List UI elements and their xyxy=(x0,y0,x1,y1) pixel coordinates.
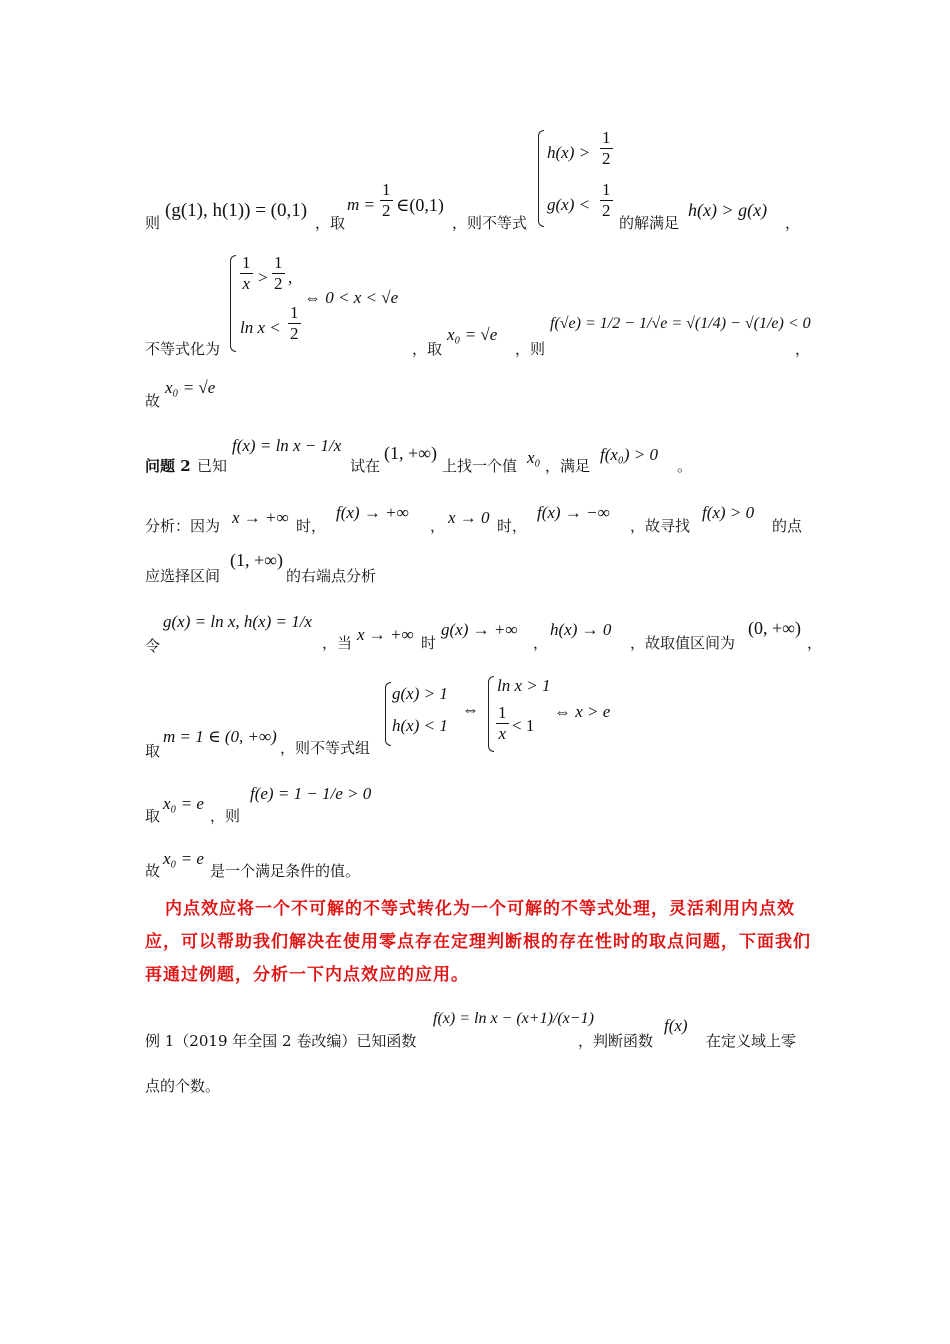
text: 时 xyxy=(421,634,437,652)
math-expression: (1, +∞) xyxy=(230,550,283,570)
brace xyxy=(230,255,236,352)
text: ，故取值区间为 xyxy=(630,634,736,652)
text: ， xyxy=(795,340,811,358)
math-expression: ln x < xyxy=(240,318,281,337)
math-expression: ⇔ xyxy=(462,700,479,719)
math-expression: f(√e) = 1/2 − 1/√e = √(1/4) − √(1/e) < 0 xyxy=(550,315,811,332)
text: ，则 xyxy=(210,807,241,825)
text: 点的个数。 xyxy=(145,1077,221,1095)
text: ，则不等式组 xyxy=(280,739,371,757)
text: 应选择区间 xyxy=(145,567,221,585)
text: 时， xyxy=(296,517,327,535)
text: 的右端点分析 xyxy=(286,567,377,585)
math-expression: m = 1 ∈ (0, +∞) xyxy=(163,727,277,746)
math-expression: f(x) > 0 xyxy=(702,503,755,522)
brace xyxy=(538,130,544,227)
math-expression: f(x) → −∞ xyxy=(537,503,610,522)
math-expression: x₀ = √e xyxy=(447,325,498,344)
math-expression: f(x) = ln x − 1/x xyxy=(232,436,342,455)
text: 故 xyxy=(145,392,161,410)
math-expression: h(x) > g(x) xyxy=(688,200,768,220)
fraction: $\frac{1}{2}$ xyxy=(290,303,299,343)
math-expression: x₀ = √e xyxy=(165,378,216,397)
text: 分析：因为 xyxy=(145,517,221,535)
fraction: $\frac{1}{x}$ xyxy=(242,253,251,293)
fraction: $\frac{1}{2}$ xyxy=(382,180,391,220)
text: 。 xyxy=(677,457,693,475)
text: 取 xyxy=(145,742,161,760)
math-expression: ⇔ 0 < x < √e xyxy=(304,288,399,307)
problem-label: 问题 2 xyxy=(145,457,191,475)
text: ， xyxy=(533,634,549,652)
math-expression: x → +∞ xyxy=(232,508,289,527)
math-expression: (g(1), h(1)) = (0,1) xyxy=(165,200,308,221)
brace xyxy=(385,682,391,746)
text: 例 1（2019 年全国 2 卷改编）已知函数 xyxy=(145,1032,417,1050)
math-expression: x → +∞ xyxy=(357,625,414,644)
text: 的解满足 xyxy=(619,214,680,232)
math-expression: (1, +∞) xyxy=(384,443,437,463)
math-expression: x₀ xyxy=(527,448,541,467)
math-expression: g(x) = ln x, h(x) = 1/x xyxy=(163,612,312,631)
text: ，则不等式 xyxy=(452,214,528,232)
math-expression: < 1 xyxy=(512,716,535,735)
text: 试在 xyxy=(350,457,381,475)
text: ，当 xyxy=(322,634,353,652)
text: 故 xyxy=(145,862,161,880)
text: ，取 xyxy=(412,340,443,358)
math-expression: (0, +∞) xyxy=(748,618,801,638)
text: ，取 xyxy=(315,214,346,232)
math-expression: x₀ = e xyxy=(163,794,204,813)
brace xyxy=(488,676,494,752)
text: 取 xyxy=(145,807,161,825)
math-expression: , xyxy=(288,268,293,287)
math-expression: ln x > 1 xyxy=(497,676,551,695)
text: 上找一个值 xyxy=(442,457,518,475)
text: 不等式化为 xyxy=(145,340,221,358)
math-expression: h(x) > xyxy=(547,143,591,162)
text: ，故寻找 xyxy=(630,517,691,535)
text: 的点 xyxy=(772,517,803,535)
math-expression: g(x) > 1 xyxy=(392,684,448,703)
math-expression: x₀ = e xyxy=(163,849,204,868)
text: 是一个满足条件的值。 xyxy=(210,862,361,880)
fraction: $\frac{1}{2}$ xyxy=(274,253,283,293)
math-expression: x → 0 xyxy=(448,508,490,527)
math-expression: ∈(0,1) xyxy=(396,195,444,215)
math-expression: > xyxy=(258,268,268,287)
math-expression: f(x) xyxy=(664,1016,688,1035)
math-expression: f(x) = ln x − (x+1)/(x−1) xyxy=(433,1010,594,1027)
text: ，满足 xyxy=(545,457,591,475)
text: 在定义域上零 xyxy=(706,1032,797,1050)
text: ，判断函数 xyxy=(578,1032,654,1050)
fraction: $\frac{1}{2}$ xyxy=(602,180,611,220)
text: ，则 xyxy=(515,340,546,358)
text: 则 xyxy=(145,214,161,232)
math-expression: f(x) → +∞ xyxy=(336,503,409,522)
fraction: $\frac{1}{2}$ xyxy=(602,128,611,168)
math-expression: f(e) = 1 − 1/e > 0 xyxy=(250,784,372,803)
text: 已知 xyxy=(197,457,228,475)
text: ， xyxy=(785,214,801,232)
fraction: $\frac{1}{x}$ xyxy=(498,703,507,743)
math-expression: m = xyxy=(347,195,375,214)
text: ， xyxy=(807,634,823,652)
text: ， xyxy=(430,517,446,535)
math-expression: g(x) → +∞ xyxy=(441,620,518,639)
math-expression: g(x) < xyxy=(547,195,591,214)
math-expression: f(x₀) > 0 xyxy=(600,445,658,464)
math-expression: h(x) → 0 xyxy=(550,620,612,639)
math-expression: ⇔ x > e xyxy=(554,702,611,721)
text: 令 xyxy=(145,637,161,655)
math-expression: h(x) < 1 xyxy=(392,716,448,735)
text: 时， xyxy=(497,517,528,535)
highlight-paragraph: 内点效应将一个不可解的不等式转化为一个可解的不等式处理，灵活利用内点效应，可以帮助我们解决在使用零点存在定理判断根的存在性时的取点问题，下面我们再通过例题，分析一下内点效应的应用。 xyxy=(145,899,811,985)
